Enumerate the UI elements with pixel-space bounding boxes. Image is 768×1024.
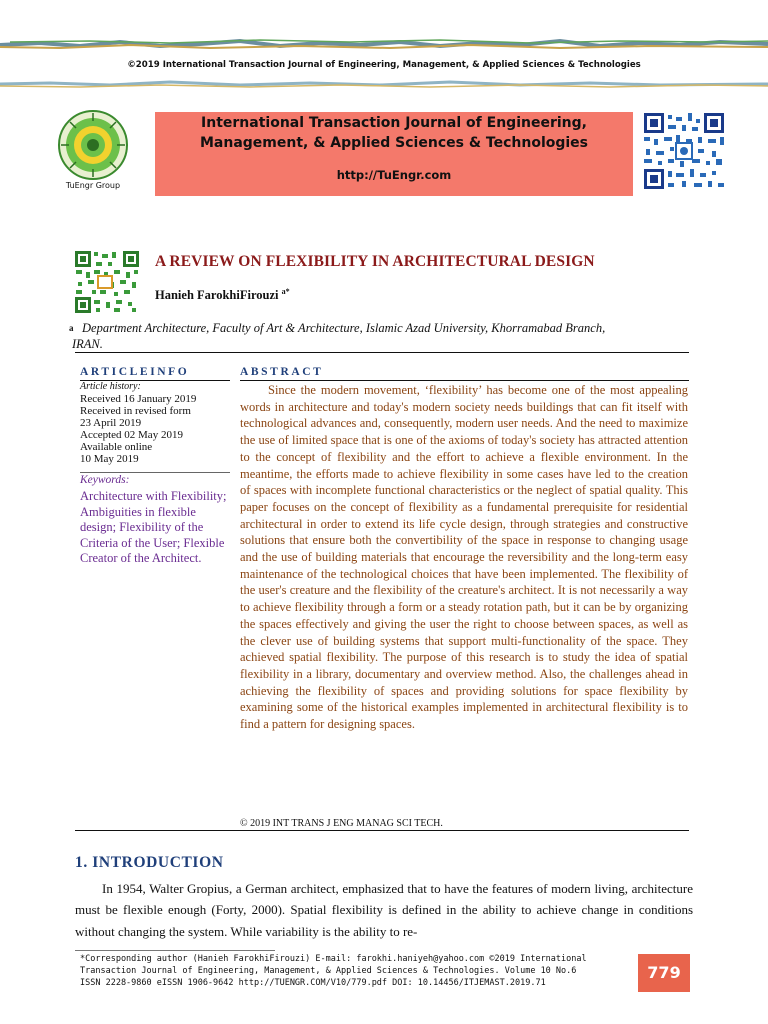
history-item: 23 April 2019 bbox=[80, 417, 142, 429]
affiliation bbox=[69, 320, 692, 352]
keywords-rule bbox=[80, 472, 230, 473]
section-heading-introduction: 1. INTRODUCTION bbox=[75, 854, 224, 871]
history-item: Accepted 02 May 2019 bbox=[80, 429, 183, 441]
journal-title-line1: International Transaction Journal of Engineering, bbox=[201, 115, 587, 131]
top-copyright: ©2019 International Transaction Journal of Engineering, Management, & Applied Sciences & Technologies bbox=[127, 60, 641, 70]
keywords-list: Architecture with Flexibility; Ambiguities in flexible design; Flexibility of the Criteria of the User; Flexible Creator of the Architect. bbox=[80, 489, 227, 565]
decorative-bottom-bar bbox=[0, 79, 768, 93]
history-item: Available online bbox=[80, 441, 153, 453]
journal-title bbox=[155, 113, 633, 153]
history-label: Article history: bbox=[80, 381, 141, 392]
decorative-top-bar bbox=[0, 38, 768, 52]
abstract-label: ABSTRACT bbox=[240, 366, 324, 378]
affiliation-mark: a bbox=[69, 323, 74, 333]
history-item: Received in revised form bbox=[80, 405, 191, 417]
article-history bbox=[80, 381, 230, 465]
journal-url-link[interactable]: http://TuEngr.com bbox=[336, 168, 452, 182]
footnote bbox=[80, 953, 635, 990]
article-info-label: ARTICLEINFO bbox=[80, 366, 190, 378]
history-item: 10 May 2019 bbox=[80, 453, 139, 465]
logo-caption: TuEngr Group bbox=[65, 181, 121, 190]
footnote-line3: ISSN 2228-9860 eISSN 1906-9642 http://TUENGR.COM/V10/779.pdf DOI: 10.14456/ITJEMAST.2019.71 bbox=[80, 978, 546, 989]
introduction-paragraph: In 1954, Walter Gropius, a German architect, emphasized that to have the features of modern living, architecture must be flexible enough (Forty, 2000). Spatial flexibility is defined in the ability to achieve change in conditions without changing the system. While variability is the ability to re- bbox=[75, 881, 693, 939]
author-line bbox=[155, 287, 290, 303]
abstract-text: Since the modern movement, ‘flexibility’ has become one of the most appealing words in architecture and today's modern society needs buildings that can fit itself with technological advances and, consequently, modern user needs. And the need to maximize the use of limited space that is one of the axioms of today's society has attracted attention to the concept of flexibility and the effort to achieve a flexible environment. In the meantime, the efforts made to achieve flexibility in some cases have led to the creation of spaces with incomplete functional characteristics or the neglect of spatial quality. This paper focuses on the concept of flexibility as a fundamental prerequisite for residential architectural in order to extend its life cycle design, through strategies and constructive solutions that ensure both the convertibility of the space in response to changing usage and the use of building materials that encourage the reversibility and the long-term easy maintenance of the technological choices that have been implemented. The flexibility of the user's creature and the flexibility of the creature's architect. It is not necessarily a way to achieve flexibility through a form or a steady rotation path, but it can be by organizing the spaces effectively and giving the user the right to choose between spaces, as well as the clever use of building systems that support multi-functionality of the space. They achieved spatial flexibility. The purpose of this research is to study the idea of spatial flexibility in a library, documentary and overview method. Also, the challenges ahead in achieving the flexibility of spaces and providing solutions for space flexibility by examining some of the historical examples implemented in architectural flexibility is to find a pattern for designing spaces. bbox=[240, 383, 688, 732]
author-mark: a* bbox=[281, 287, 290, 296]
history-item: Received 16 January 2019 bbox=[80, 393, 197, 405]
affiliation-line2: IRAN. bbox=[72, 337, 103, 351]
tuengr-logo-icon bbox=[55, 109, 131, 185]
affiliation-line1: Department Architecture, Faculty of Art & Architecture, Islamic Azad University, Khorramabad Branch, bbox=[82, 321, 606, 335]
page-number-badge: 779 bbox=[638, 954, 690, 992]
journal-title-line2: Management, & Applied Sciences & Technologies bbox=[199, 135, 589, 151]
author-name: Hanieh FarokhiFirouzi bbox=[155, 288, 279, 303]
keywords-label: Keywords: bbox=[80, 474, 130, 486]
abstract-copyright: © 2019 INT TRANS J ENG MANAG SCI TECH. bbox=[240, 818, 443, 829]
divider-top bbox=[75, 352, 689, 353]
abstract-rule bbox=[240, 380, 689, 381]
divider-bottom bbox=[75, 830, 689, 831]
footnote-line2: Transaction Journal of Engineering, Management, & Applied Sciences & Technologies. Volume 10 No.6 bbox=[80, 966, 577, 977]
footnote-line1: *Corresponding author (Hanieh FarokhiFirouzi) E-mail: farokhi.haniyeh@yahoo.com ©2019 International bbox=[80, 954, 587, 964]
paper-qr-code-icon bbox=[74, 250, 140, 314]
footnote-rule bbox=[75, 950, 275, 951]
paper-title: A REVIEW ON FLEXIBILITY IN ARCHITECTURAL DESIGN bbox=[155, 253, 595, 270]
qr-code-icon bbox=[642, 111, 726, 191]
